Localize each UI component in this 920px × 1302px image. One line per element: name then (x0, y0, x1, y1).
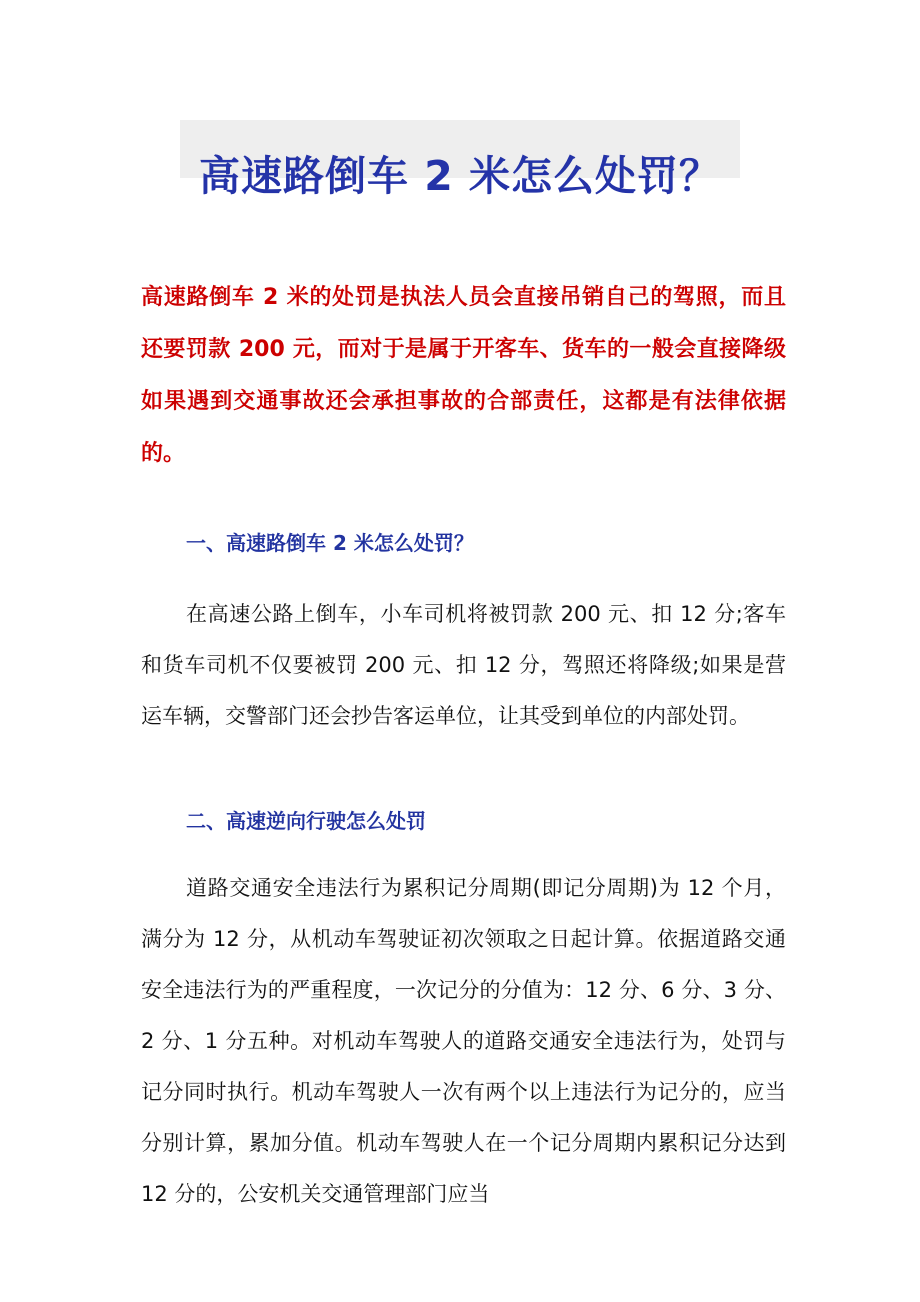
section-heading-1: 一、高速路倒车 2 米怎么处罚？ (186, 530, 474, 555)
document-title: 高速路倒车 2 米怎么处罚？ (198, 152, 722, 201)
section-paragraph-1: 在高速公路上倒车，小车司机将被罚款 200 元、扣 12 分;客车和货车司机不仅要被罚 200 元、扣 12 分，驾照还将降级;如果是营运车辆，交警部门还会抄告客运单位，让其受到单位的内部处罚。 (141, 602, 786, 728)
title-highlight (180, 120, 740, 201)
section-heading-2: 二、高速逆向行驶怎么处罚 (186, 808, 426, 833)
section-paragraph-2: 道路交通安全违法行为累积记分周期(即记分周期)为 12 个月，满分为 12 分，从机动车驾驶证初次领取之日起计算。依据道路交通安全违法行为的严重程度，一次记分的分值为：12 分、6 分、3 分、2 分、1 分五种。对机动车驾驶人的道路交通安全违法行为，处罚与记分同时执行。机动车驾驶人一次有两个以上违法行为记分的，应当分别计算，累加分值。机动车驾驶人在一个记分周期内累积记分达到 12 分的，公安机关交通管理部门应当 (141, 876, 786, 1206)
summary-paragraph: 高速路倒车 2 米的处罚是执法人员会直接吊销自己的驾照，而且还要罚款 200 元，而对于是属于开客车、货车的一般会直接降级如果遇到交通事故还会承担事故的合部责任，这都是有法律依据的。 (141, 285, 786, 466)
